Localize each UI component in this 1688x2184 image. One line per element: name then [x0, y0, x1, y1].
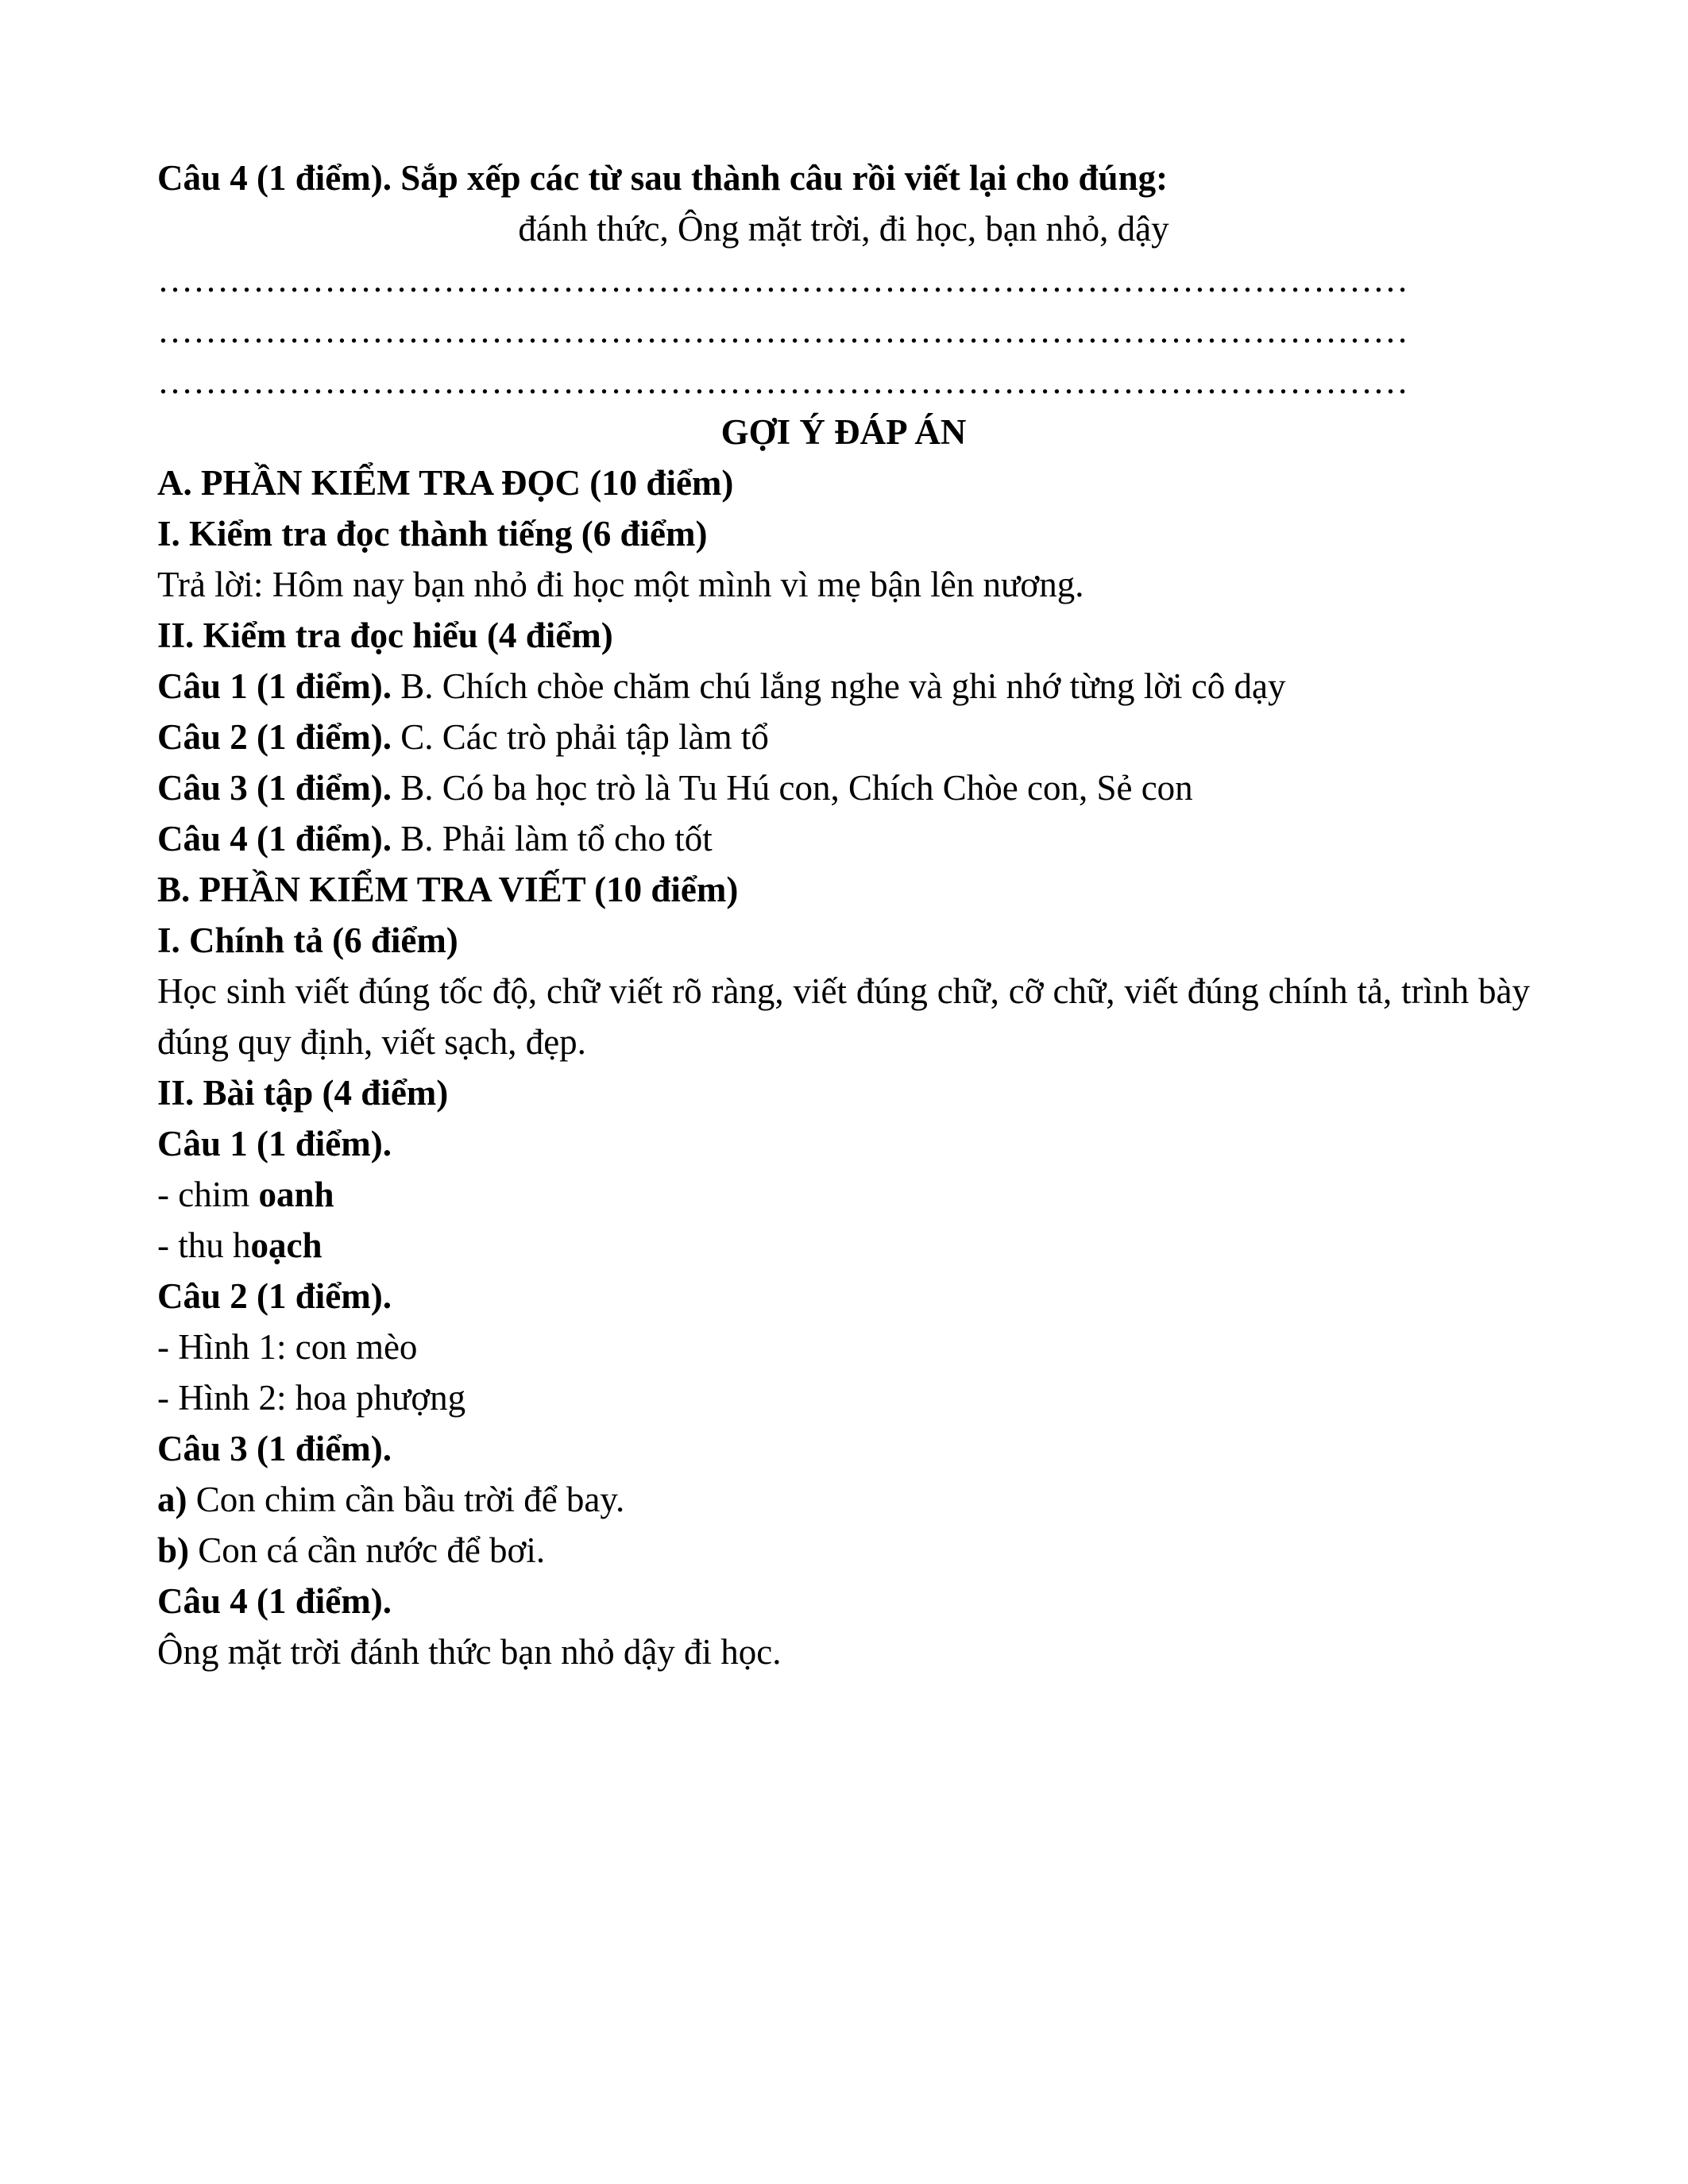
exercise-2-line-1: - Hình 1: con mèo [157, 1327, 418, 1367]
document-page [157, 152, 1530, 1677]
answers-heading: GỢI Ý ĐÁP ÁN [720, 412, 967, 452]
reading-answer-3: Câu 3 (1 điểm). B. Có ba học trò là Tu Hú con, Chích Chòe con, Sẻ con [157, 768, 1193, 808]
answer-line: …………………………………………………………………………………………… [157, 311, 1408, 350]
question-words: đánh thức, Ông mặt trời, đi học, bạn nhỏ, dậy [518, 209, 1169, 249]
part-a-section-1-title: I. Kiểm tra đọc thành tiếng (6 điểm) [157, 514, 708, 554]
exercise-2-label: Câu 2 (1 điểm). [157, 1276, 392, 1316]
part-a-section-2-title: II. Kiểm tra đọc hiểu (4 điểm) [157, 615, 613, 655]
exercise-3-answer-a: a) Con chim cần bầu trời để bay. [157, 1480, 625, 1519]
part-b-section-1-text: Học sinh viết đúng tốc độ, chữ viết rõ ràng, viết đúng chữ, cỡ chữ, viết đúng chính tả, trình bày đúng quy định, viết sạch, đẹp. [157, 971, 1530, 1062]
exercise-1-line-1: - chim oanh [157, 1175, 334, 1214]
exercise-4-answer: Ông mặt trời đánh thức bạn nhỏ dậy đi học. [157, 1632, 782, 1672]
exercise-4-label: Câu 4 (1 điểm). [157, 1581, 392, 1621]
part-b-title: B. PHẦN KIỂM TRA VIẾT (10 điểm) [157, 870, 739, 909]
reading-answer-1: Câu 1 (1 điểm). B. Chích chòe chăm chú lắng nghe và ghi nhớ từng lời cô dạy [157, 666, 1286, 706]
answer-line: …………………………………………………………………………………………… [157, 361, 1408, 401]
exercise-1-label: Câu 1 (1 điểm). [157, 1124, 392, 1163]
exercise-3-answer-b: b) Con cá cần nước để bơi. [157, 1530, 546, 1570]
exercise-3-label: Câu 3 (1 điểm). [157, 1429, 392, 1468]
part-a-section-1-text: Trả lời: Hôm nay bạn nhỏ đi học một mình vì mẹ bận lên nương. [157, 565, 1084, 604]
reading-answer-4: Câu 4 (1 điểm). B. Phải làm tổ cho tốt [157, 819, 713, 859]
exercise-2-line-2: - Hình 2: hoa phượng [157, 1378, 466, 1418]
part-b-section-2-title: II. Bài tập (4 điểm) [157, 1073, 449, 1113]
exercise-1-line-2: - thu hoạch [157, 1225, 323, 1265]
reading-answer-2: Câu 2 (1 điểm). C. Các trò phải tập làm tổ [157, 717, 769, 757]
part-a-title: A. PHẦN KIỂM TRA ĐỌC (10 điểm) [157, 463, 734, 503]
question-title: Câu 4 (1 điểm). Sắp xếp các từ sau thành câu rồi viết lại cho đúng: [157, 158, 1168, 198]
answer-line: …………………………………………………………………………………………… [157, 260, 1408, 299]
part-b-section-1-title: I. Chính tả (6 điểm) [157, 920, 458, 960]
